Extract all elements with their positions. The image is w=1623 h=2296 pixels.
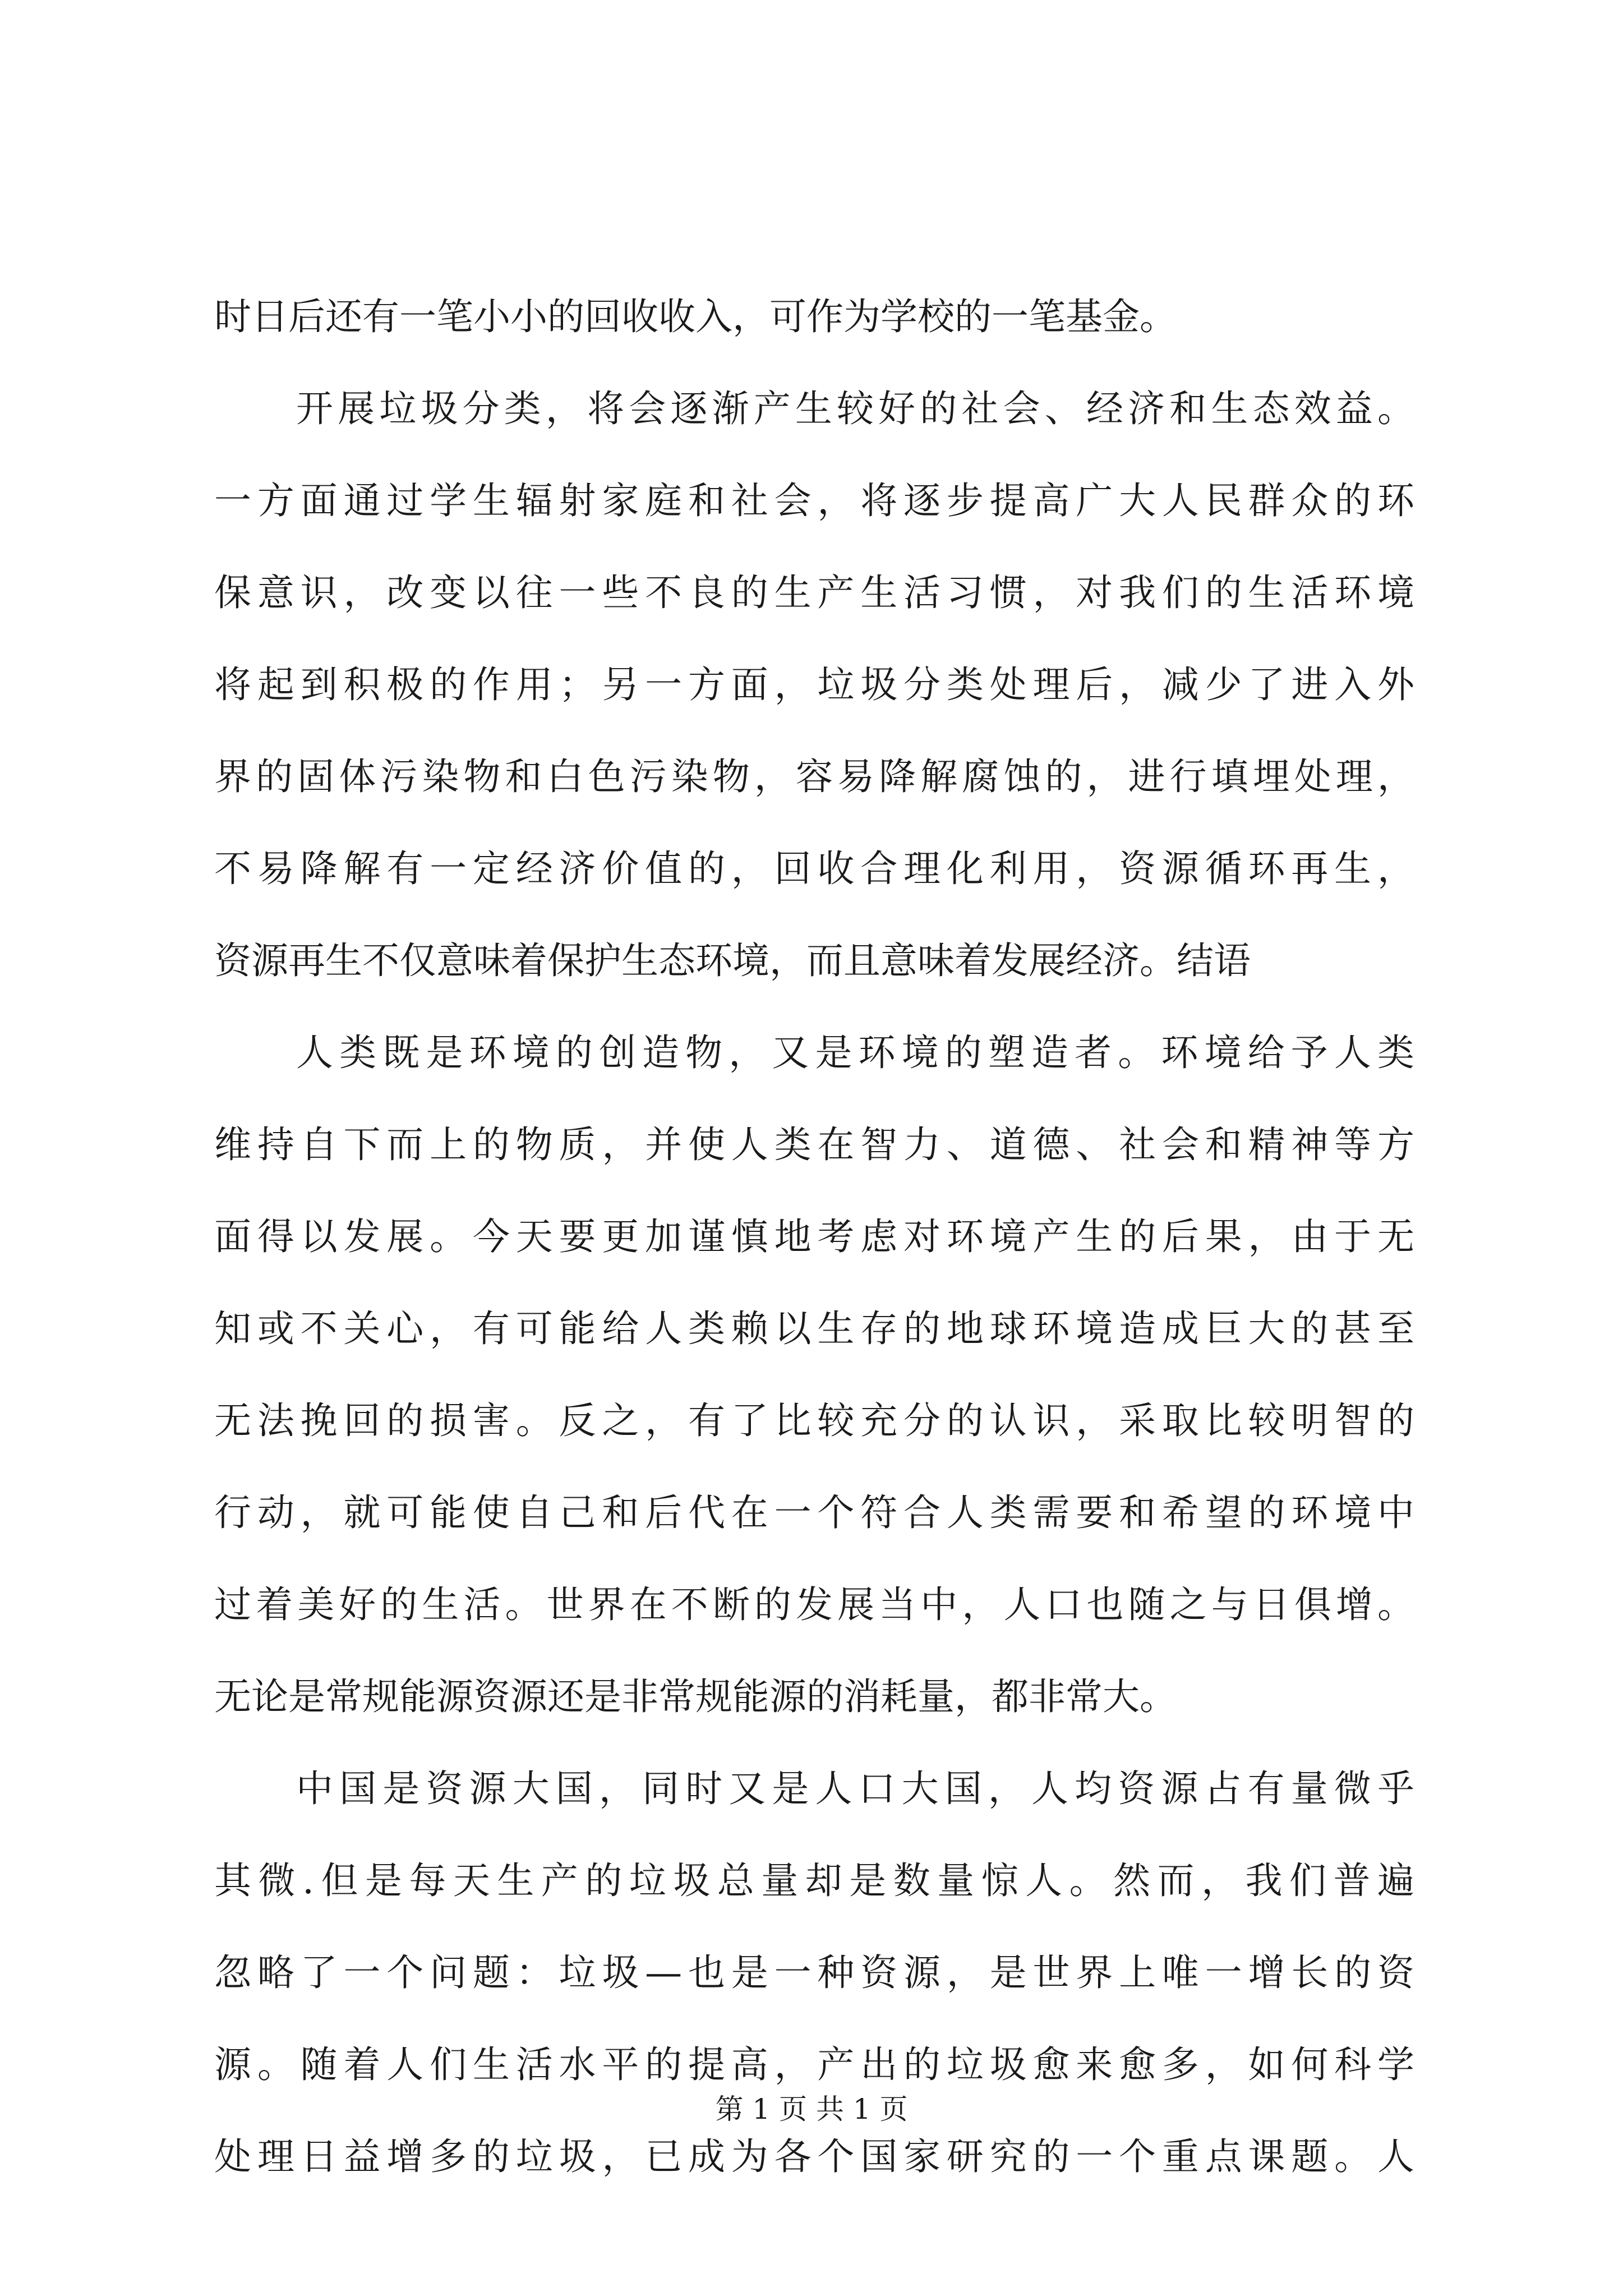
text-line: 过着美好的生活。世界在不断的发展当中，人口也随之与日俱增。 — [214, 1583, 1414, 1626]
text-line: 资源再生不仅意味着保护生态环境，而且意味着发展经济。结语 — [214, 939, 1251, 982]
text-line: 无论是常规能源资源还是非常规能源的消耗量，都非常大。 — [214, 1675, 1177, 1718]
text-line: 其微.但是每天生产的垃圾总量却是数量惊人。然而，我们普遍 — [214, 1859, 1414, 1902]
page-number-label: 第 1 页 共 1 页 — [715, 2093, 908, 2125]
text-line: 知或不关心，有可能给人类赖以生存的地球环境造成巨大的甚至 — [214, 1307, 1414, 1350]
text-line: 源。随着人们生活水平的提高，产出的垃圾愈来愈多，如何科学 — [214, 2043, 1414, 2086]
text-line: 保意识，改变以往一些不良的生产生活习惯，对我们的生活环境 — [214, 571, 1414, 614]
text-line: 面得以发展。今天要更加谨慎地考虑对环境产生的后果，由于无 — [214, 1215, 1414, 1258]
text-line: 无法挽回的损害。反之，有了比较充分的认识，采取比较明智的 — [214, 1399, 1414, 1442]
text-line: 界的固体污染物和白色污染物，容易降解腐蚀的，进行填埋处理， — [214, 755, 1414, 798]
text-line: 一方面通过学生辐射家庭和社会，将逐步提高广大人民群众的环 — [214, 479, 1414, 522]
text-line: 开展垃圾分类，将会逐渐产生较好的社会、经济和生态效益。 — [296, 387, 1414, 430]
text-line: 行动，就可能使自己和后代在一个符合人类需要和希望的环境中 — [214, 1491, 1414, 1534]
text-line: 将起到积极的作用；另一方面，垃圾分类处理后，减少了进入外 — [214, 663, 1414, 706]
text-line: 不易降解有一定经济价值的，回收合理化利用，资源循环再生， — [214, 847, 1414, 890]
text-line: 忽略了一个问题：垃圾—也是一种资源，是世界上唯一增长的资 — [214, 1951, 1414, 1994]
text-line: 时日后还有一笔小小的回收收入，可作为学校的一笔基金。 — [214, 295, 1177, 338]
text-line: 人类既是环境的创造物，又是环境的塑造者。环境给予人类 — [296, 1031, 1414, 1074]
text-line: 维持自下而上的物质，并使人类在智力、道德、社会和精神等方 — [214, 1123, 1414, 1166]
document-body — [214, 271, 1414, 2203]
text-line: 中国是资源大国，同时又是人口大国，人均资源占有量微乎 — [296, 1767, 1414, 1810]
text-line: 处理日益增多的垃圾，已成为各个国家研究的一个重点课题。人 — [214, 2135, 1414, 2178]
page-footer — [0, 2087, 1623, 2127]
